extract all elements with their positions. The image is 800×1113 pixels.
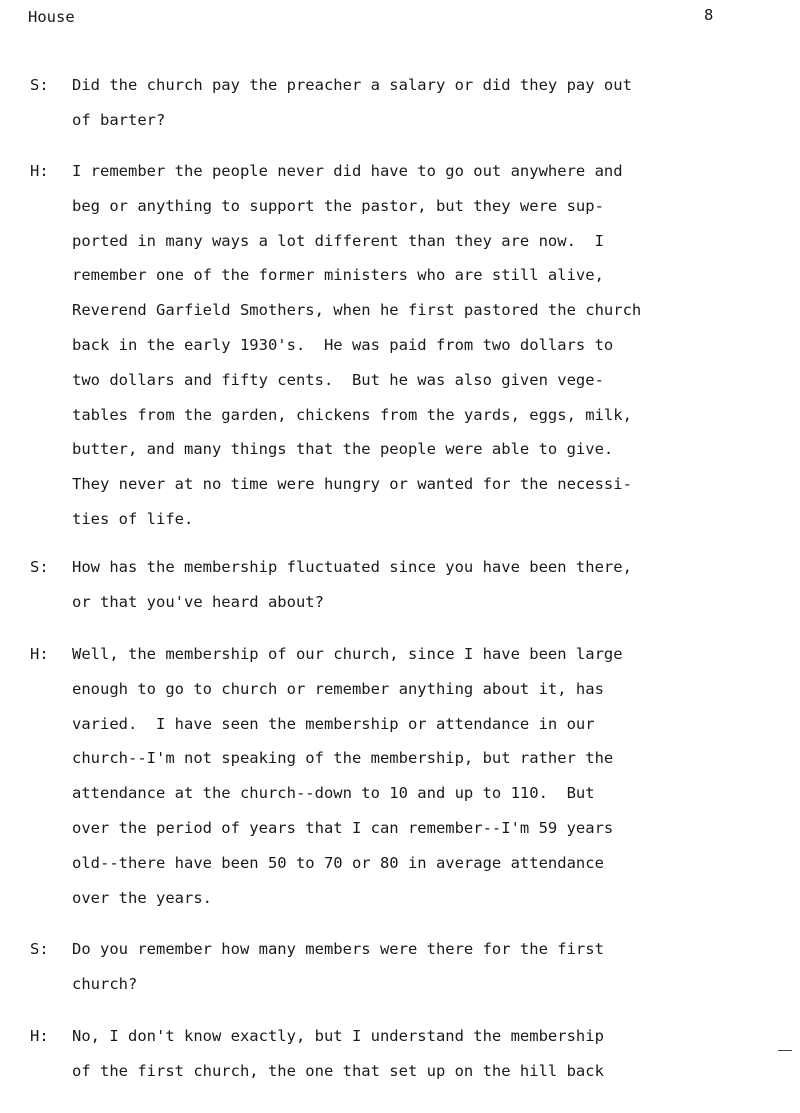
speaker-label: S: <box>30 558 49 576</box>
text-line: tables from the garden, chickens from the yards, eggs, milk, <box>72 405 632 424</box>
text-line: over the period of years that I can remember--I'm 59 years <box>72 818 614 837</box>
text-line: beg or anything to support the pastor, but they were sup- <box>72 196 604 215</box>
entry-text <box>72 558 732 628</box>
speaker-label: H: <box>30 1027 49 1045</box>
page-header-name: House <box>28 8 75 26</box>
text-line: two dollars and fifty cents. But he was also given vege- <box>72 370 604 389</box>
speaker-label: S: <box>30 76 49 94</box>
text-line: ties of life. <box>72 509 194 528</box>
text-line: varied. I have seen the membership or attendance in our <box>72 714 595 733</box>
page-number: 8 <box>704 6 714 24</box>
text-line: They never at no time were hungry or wanted for the necessi- <box>72 475 632 494</box>
text-line: How has the membership fluctuated since you have been there, <box>72 558 632 576</box>
text-line: Did the church pay the preacher a salary or did they pay out <box>72 76 632 94</box>
scan-edge-mark <box>778 1050 792 1051</box>
text-line: No, I don't know exactly, but I understand the membership <box>72 1027 604 1045</box>
text-line: church? <box>72 974 138 993</box>
entry-text <box>72 76 732 146</box>
text-line: or that you've heard about? <box>72 592 324 611</box>
text-line: back in the early 1930's. He was paid from two dollars to <box>72 335 614 354</box>
entry-text <box>72 645 732 923</box>
text-line: butter, and many things that the people were able to give. <box>72 440 614 459</box>
text-line: Well, the membership of our church, since I have been large <box>72 645 623 663</box>
text-line: of barter? <box>72 110 166 129</box>
text-line: ported in many ways a lot different than they are now. I <box>72 231 604 250</box>
speaker-label: S: <box>30 940 49 958</box>
speaker-label: H: <box>30 162 49 180</box>
text-line: of the first church, the one that set up on the hill back <box>72 1061 604 1080</box>
text-line: I remember the people never did have to go out anywhere and <box>72 162 623 180</box>
text-line: church--I'm not speaking of the membership, but rather the <box>72 749 614 768</box>
entry-text <box>72 1027 732 1097</box>
entry-text <box>72 162 732 545</box>
text-line: old--there have been 50 to 70 or 80 in average attendance <box>72 853 604 872</box>
entry-text <box>72 940 732 1010</box>
speaker-label: H: <box>30 645 49 663</box>
text-line: enough to go to church or remember anything about it, has <box>72 679 604 698</box>
text-line: remember one of the former ministers who are still alive, <box>72 266 604 285</box>
text-line: Do you remember how many members were there for the first <box>72 940 604 958</box>
text-line: over the years. <box>72 888 212 907</box>
text-line: attendance at the church--down to 10 and up to 110. But <box>72 784 595 803</box>
text-line: Reverend Garfield Smothers, when he first pastored the church <box>72 301 642 320</box>
